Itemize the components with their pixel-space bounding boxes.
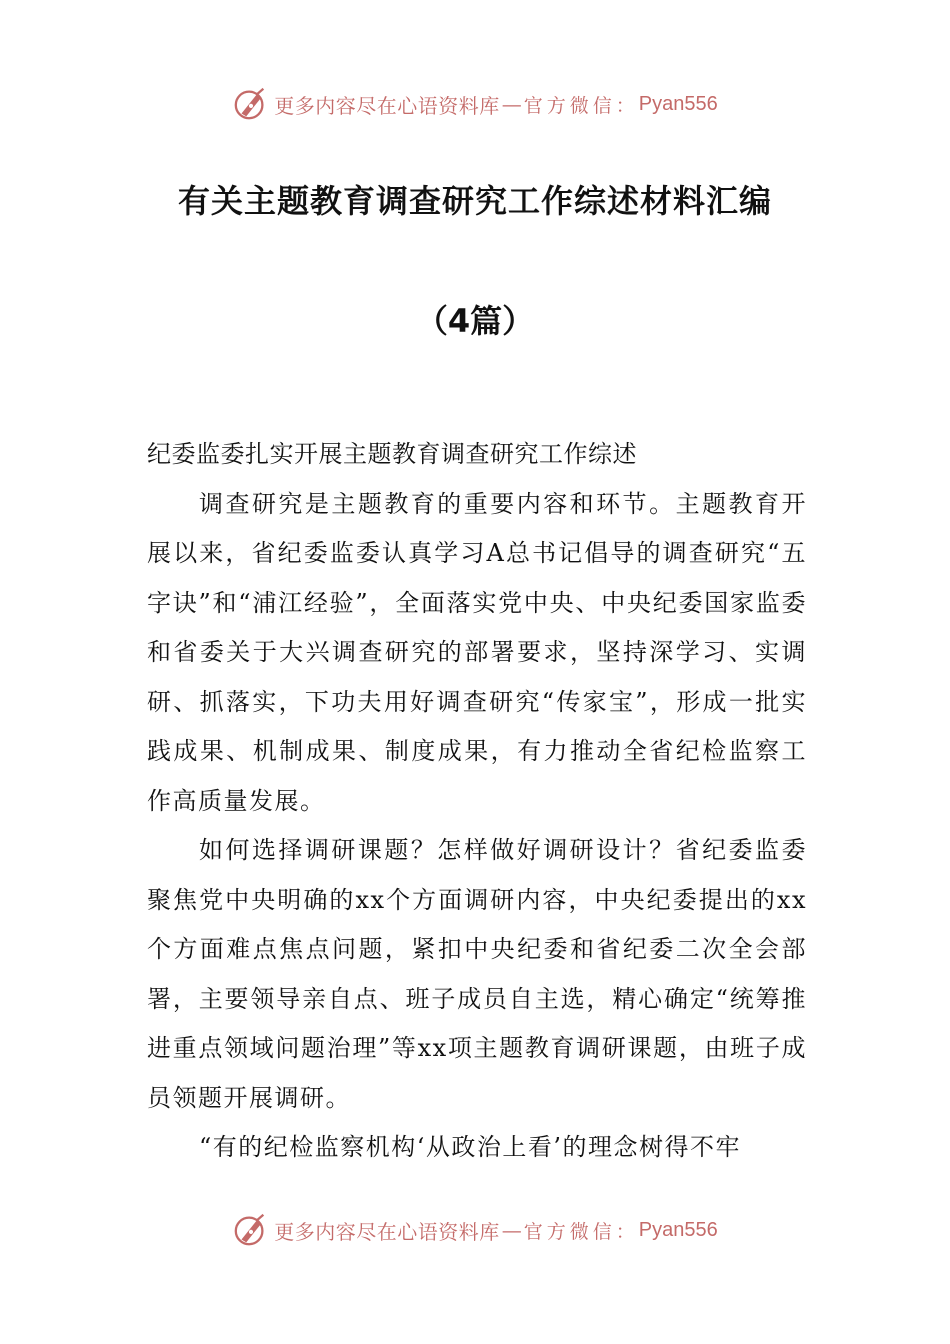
watermark-main-text: 更多内容尽在心语资料库 bbox=[274, 93, 500, 118]
watermark-official-label: 官方微信： bbox=[523, 1220, 639, 1243]
body-paragraph: 如何选择调研课题？怎样做好调研设计？省纪委监委聚焦党中央明确的xx个方面调研内容，中央纪委提出的xx个方面难点焦点问题，紧扣中央纪委和省纪委二次全会部署，主要领导亲自点、班子成员自主选，精心确定“统筹推进重点领域问题治理”等xx项主题教育调研课题，由班子成员领题开展调研。 bbox=[147, 836, 807, 1112]
watermark-wechat-id: Pyan556 bbox=[638, 92, 718, 115]
document-subtitle: （4篇） bbox=[415, 302, 535, 340]
section-title: 纪委监委扎实开展主题教育调查研究工作综述 bbox=[147, 440, 637, 468]
document-body bbox=[147, 430, 807, 1173]
document-title: 有关主题教育调查研究工作综述材料汇编 bbox=[177, 182, 772, 220]
watermark-official-label: 官方微信： bbox=[523, 94, 639, 117]
body-paragraph: 调查研究是主题教育的重要内容和环节。主题教育开展以来，省纪委监委认真学习A总书记倡导的调查研究“五字诀”和“浦江经验”，全面落实党中央、中央纪委国家监委和省委关于大兴调查研究的部署要求，坚持深学习、实调研、抓落实，下功夫用好调查研究“传家宝”，形成一批实践成果、机制成果、制度成果，有力推动全省纪检监察工作高质量发展。 bbox=[147, 489, 807, 815]
header-watermark bbox=[0, 84, 950, 124]
pen-nib-circle-icon bbox=[232, 85, 270, 123]
watermark-wechat-id: Pyan556 bbox=[638, 1218, 718, 1241]
footer-watermark bbox=[0, 1210, 950, 1250]
pen-nib-circle-icon bbox=[232, 1211, 270, 1249]
watermark-dash: — bbox=[501, 92, 522, 116]
watermark-main-text: 更多内容尽在心语资料库 bbox=[274, 1219, 500, 1244]
watermark-dash: — bbox=[501, 1218, 522, 1242]
body-paragraph: “有的纪检监察机构‘从政治上看’的理念树得不牢 bbox=[199, 1133, 742, 1161]
